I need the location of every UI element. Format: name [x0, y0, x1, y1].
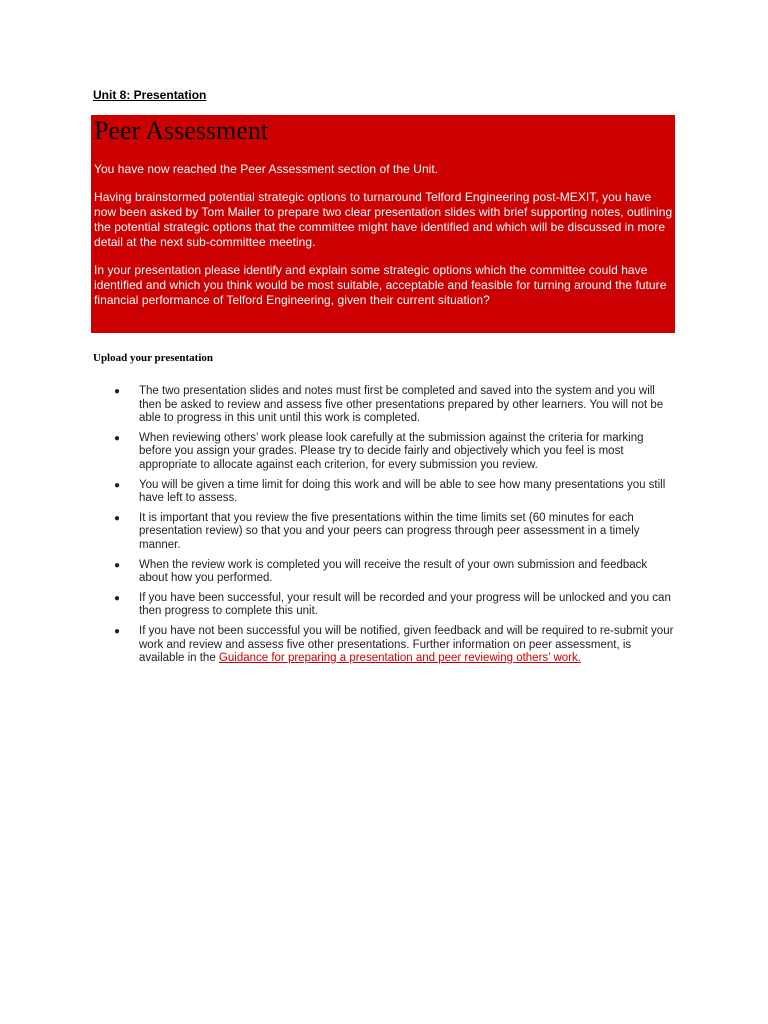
peer-assessment-banner	[91, 115, 675, 333]
list-item-text: If you have not been successful you will be notified, given feedback and will be required to re-submit your work and review and assess five other presentations. Further information on peer assessment, is available in the	[139, 624, 674, 665]
bullet-icon: ●	[114, 479, 121, 491]
list-item-text: If you have been successful, your result will be recorded and your progress will be unlocked and you can then progress to complete this unit.	[139, 591, 671, 618]
unit-heading: Unit 8: Presentation	[93, 88, 207, 102]
list-item	[114, 511, 679, 553]
list-item-text: It is important that you review the five presentations within the time limits set (60 minutes for each presentation review) so that you and your peers can progress through peer assessment in a timely manner.	[139, 511, 640, 551]
list-item	[114, 558, 679, 586]
list-item-text: The two presentation slides and notes must first be completed and saved into the system and you will then be asked to review and assess five other presentations prepared by other learners. You will not be able to progress in this unit until this work is completed.	[139, 385, 664, 425]
list-item	[114, 624, 679, 666]
bullet-icon: ●	[114, 512, 121, 524]
intro-paragraph: You have now reached the Peer Assessment section of the Unit.	[94, 162, 439, 176]
page-title: Peer Assessment	[94, 116, 269, 145]
list-item	[114, 478, 679, 506]
list-item-text: When the review work is completed you will receive the result of your own submission and feedback about how you performed.	[139, 558, 648, 585]
list-item	[114, 385, 679, 426]
bullet-icon: ●	[114, 432, 121, 444]
list-item-text: When reviewing others’ work please look carefully at the submission against the criteria for marking before you assign your grades. Please try to decide fairly and objectively which you feel is most appropriate to allocate against each criterion, for every submission you review.	[139, 431, 644, 471]
requirements-list	[114, 385, 679, 672]
bullet-icon: ●	[114, 559, 121, 571]
presentation-paragraph: In your presentation please identify and explain some strategic options which the committee could have identified and which you think would be most suitable, acceptable and feasible for turning around the future financial performance of Telford Engineering, given their current situation?	[94, 263, 667, 307]
upload-heading: Upload your presentation	[93, 352, 214, 364]
bullet-icon: ●	[114, 592, 121, 604]
brainstorm-paragraph: Having brainstormed potential strategic options to turnaround Telford Engineering post-MEXIT, you have now been asked by Tom Mailer to prepare two clear presentation slides with brief supporting notes, outlining the potential strategic options that the committee might have identified and which will be discussed in more detail at the next sub-committee meeting.	[94, 190, 673, 249]
guidance-link[interactable]: Guidance for preparing a presentation and peer reviewing others’ work.	[218, 652, 581, 665]
bullet-icon: ●	[114, 386, 121, 397]
list-item-text: You will be given a time limit for doing this work and will be able to see how many presentations you still have left to assess.	[139, 478, 666, 505]
list-item	[114, 431, 679, 473]
bullet-icon: ●	[114, 625, 121, 637]
list-item	[114, 591, 679, 619]
